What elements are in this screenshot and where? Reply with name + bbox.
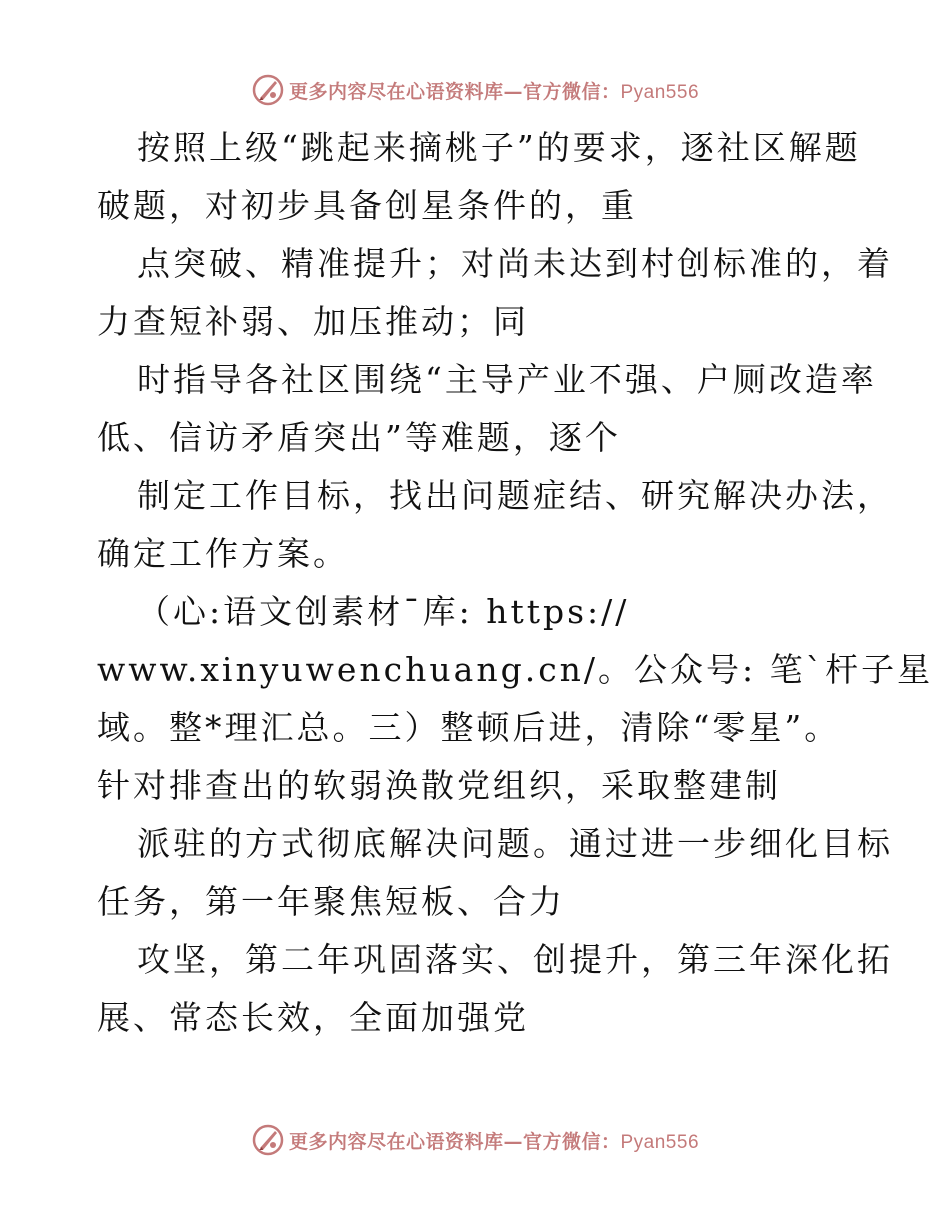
banner-wechat-id: Pyan556	[620, 81, 700, 103]
footer-banner	[0, 1120, 950, 1160]
header-banner	[0, 70, 950, 110]
banner-dash: —	[503, 1130, 523, 1153]
banner-text	[289, 1127, 699, 1154]
banner-wechat-label: 官方微信：	[522, 80, 621, 103]
body-line: （心:语文创素材¯库: https://	[137, 592, 630, 631]
body-line: 域。整*理汇总。三）整顿后进，清除“零星”。	[97, 708, 841, 747]
body-line: 针对排查出的软弱涣散党组织，采取整建制	[97, 766, 781, 805]
quill-pen-logo-icon	[251, 1123, 285, 1157]
banner-dash: —	[503, 80, 523, 103]
body-line: 制定工作目标，找出问题症结、研究解决办法，	[137, 476, 893, 515]
body-line: 按照上级“跳起来摘桃子”的要求，逐社区解题	[137, 128, 861, 167]
body-line: 力查短补弱、加压推动；同	[97, 302, 529, 341]
body-line: 低、信访矛盾突出”等难题，逐个	[97, 418, 621, 457]
body-line: 派驻的方式彻底解决问题。通过进一步细化目标	[137, 824, 893, 863]
body-line: 任务，第一年聚焦短板、合力	[97, 882, 565, 921]
banner-site-text: 更多内容尽在心语资料库	[288, 1130, 504, 1153]
body-line: 展、常态长效，全面加强党	[97, 998, 529, 1037]
body-line: 破题，对初步具备创星条件的，重	[97, 186, 637, 225]
banner-wechat-id: Pyan556	[620, 1131, 700, 1153]
body-line: www.xinyuwenchuang.cn/。公众号: 笔`杆子星	[97, 650, 934, 689]
body-line: 时指导各社区围绕“主导产业不强、户厕改造率	[137, 360, 877, 399]
quill-pen-logo-icon	[251, 73, 285, 107]
banner-wechat-label: 官方微信：	[522, 1130, 621, 1153]
banner-text	[289, 77, 699, 104]
banner-site-text: 更多内容尽在心语资料库	[288, 80, 504, 103]
body-line: 攻坚，第二年巩固落实、创提升，第三年深化拓	[137, 940, 893, 979]
body-line: 确定工作方案。	[97, 534, 349, 573]
body-line: 点突破、精准提升；对尚未达到村创标准的，着	[137, 244, 893, 283]
